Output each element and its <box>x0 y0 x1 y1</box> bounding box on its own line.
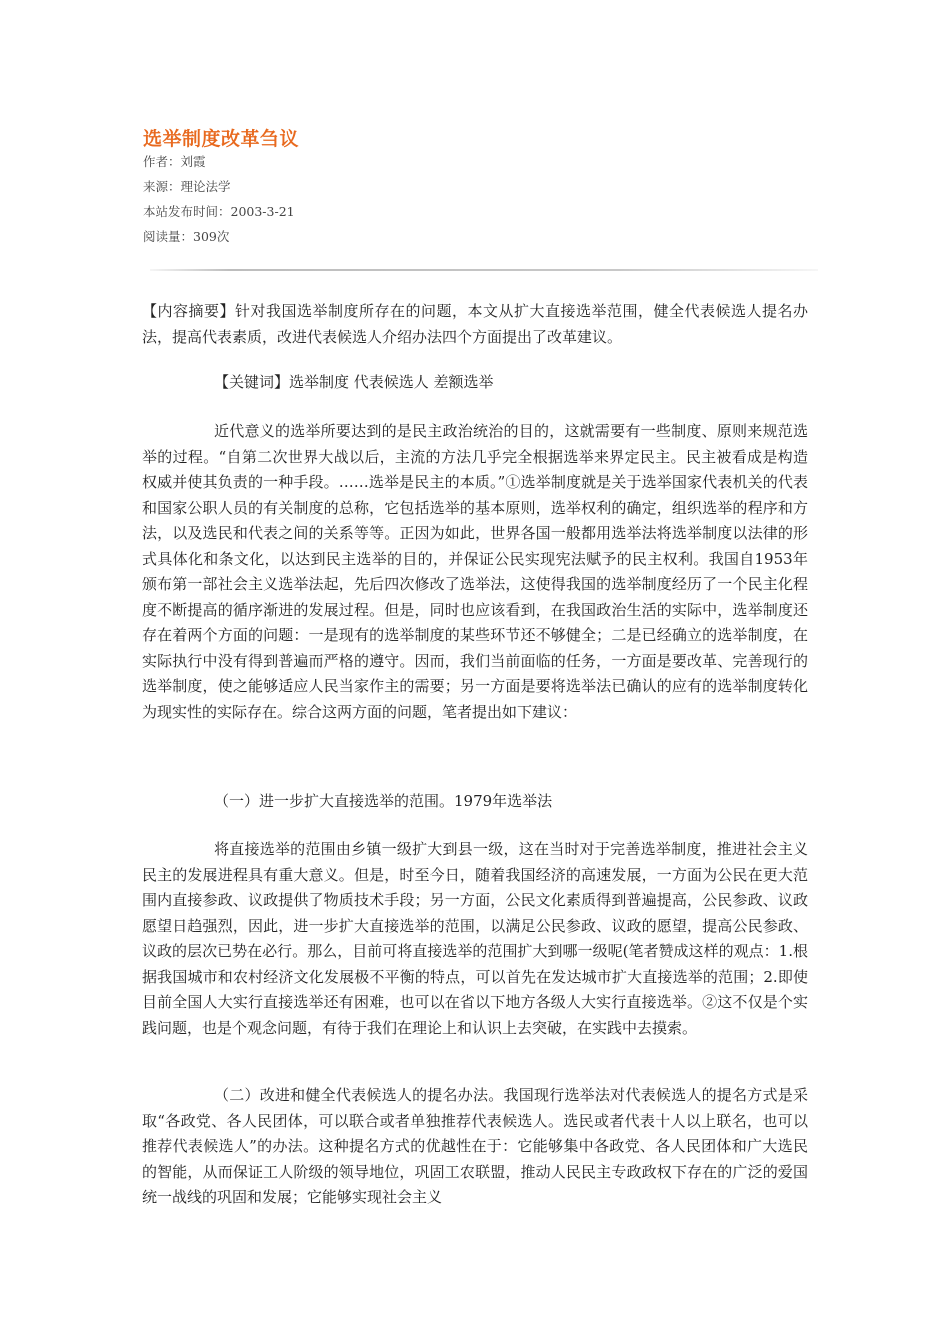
article-title: 选举制度改革刍议 <box>143 128 300 150</box>
keywords-paragraph: 【关键词】选举制度 代表候选人 差额选举 <box>214 373 494 391</box>
intro-paragraph: 近代意义的选举所要达到的是民主政治统治的目的，这就需要有一些制度、原则来规范选举的过程。“自第二次世界大战以后，主流的方法几乎完全根据选举来界定民主。民主被看成是构造权威并使其负责的一种手段。……选举是民主的本质。”①选举制度就是关于选举国家代表机关的代表和国家公职人员的有关制度的总称，它包括选举的基本原则，选举权利的确定，组织选举的程序和方法，以及选民和代表之间的关系等等。正因为如此，世界各国一般都用选举法将选举制度以法律的形式具体化和条文化，以达到民主选举的目的，并保证公民实现宪法赋予的民主权利。我国自1953年颁布第一部社会主义选举法起，先后四次修改了选举法，这使得我国的选举制度经历了一个民主化程度不断提高的循序渐进的发展过程。但是，同时也应该看到，在我国政治生活的实际中，选举制度还存在着两个方面的问题：一是现有的选举制度的某些环节还不够健全；二是已经确立的选举制度，在实际执行中没有得到普遍而严格的遵守。因而，我们当前面临的任务，一方面是要改革、完善现行的选举制度，使之能够适应人民当家作主的需要；另一方面是要将选举法已确认的应有的选举制度转化为现实性的实际存在。综合这两方面的问题，笔者提出如下建议： <box>142 422 808 721</box>
source-line: 来源：理论法学 <box>143 179 231 194</box>
section1-heading: （一）进一步扩大直接选举的范围。1979年选举法 <box>214 792 553 810</box>
section1-paragraph: 将直接选举的范围由乡镇一级扩大到县一级，这在当时对于完善选举制度，推进社会主义民主的发展进程具有重大意义。但是，时至今日，随着我国经济的高速发展，一方面为公民在更大范围内直接参政、议政提供了物质技术手段；另一方面，公民文化素质得到普遍提高，公民参政、议政愿望日趋强烈，因此，进一步扩大直接选举的范围，以满足公民参政、议政的愿望，提高公民参政、议政的层次已势在必行。那么，目前可将直接选举的范围扩大到哪一级呢(笔者赞成这样的观点：1.根据我国城市和农村经济文化发展极不平衡的特点，可以首先在发达城市扩大直接选举的范围；2.即使目前全国人大实行直接选举还有困难，也可以在省以下地方各级人大实行直接选举。②这不仅是个实践问题，也是个观念问题，有待于我们在理论上和认识上去突破，在实践中去摸索。 <box>142 840 808 1037</box>
publish-date-line: 本站发布时间：2003-3-21 <box>143 204 295 219</box>
author-line: 作者：刘霞 <box>143 154 206 169</box>
section2-paragraph: （二）改进和健全代表候选人的提名办法。我国现行选举法对代表候选人的提名方式是采取“各政党、各人民团体，可以联合或者单独推荐代表候选人。选民或者代表十人以上联名，也可以推荐代表候选人”的办法。这种提名方式的优越性在于：它能够集中各政党、各人民团体和广大选民的智能，从而保证工人阶级的领导地位，巩固工农联盟，推动人民民主专政政权下存在的广泛的爱国统一战线的巩固和发展；它能够实现社会主义 <box>142 1086 808 1206</box>
abstract-paragraph: 【内容摘要】针对我国选举制度所存在的问题，本文从扩大直接选举范围，健全代表候选人提名办法，提高代表素质，改进代表候选人介绍办法四个方面提出了改革建议。 <box>142 302 808 346</box>
read-count-line: 阅读量：309次 <box>143 229 230 244</box>
header-divider <box>150 269 818 271</box>
